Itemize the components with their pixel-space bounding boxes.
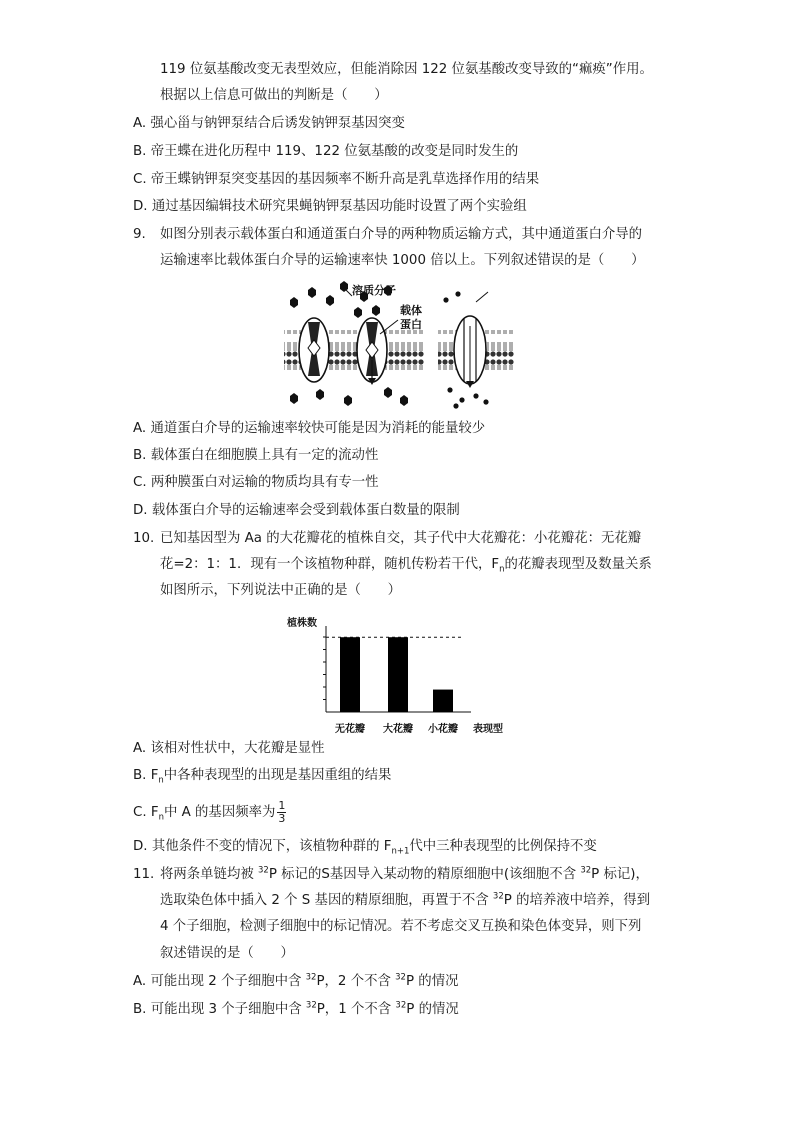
q11-number: 11.	[133, 867, 155, 882]
q11-stem-line-2: 选取染色体中插入 2 个 S 基因的精原细胞，再置于不含 $^{32}$P 的培养液中培养，得到	[160, 891, 650, 908]
membrane-transport-figure	[280, 278, 520, 414]
q9-option-b: B. 载体蛋白在细胞膜上具有一定的流动性	[133, 448, 379, 463]
q8-option-a: A. 强心甾与钠钾泵结合后诱发钠钾泵基因突变	[133, 116, 405, 131]
q11-option-a: A. 可能出现 2 个子细胞中含 $^{32}$P，2 个不含 $^{32}$P 的情况	[133, 972, 459, 989]
carrier-protein-closed-icon	[357, 318, 387, 385]
q10-option-c: C. $F_n$中 A 的基因频率为 $\frac{1}{3}$	[133, 798, 286, 825]
q11-stem-line-1: 将两条单链均被 $^{32}$P 标记的S基因导入某动物的精原细胞中(该细胞不含 $^{32}$P 标记)，	[160, 865, 649, 882]
chart-bar-2	[388, 637, 408, 712]
chart-bar-3	[433, 690, 453, 712]
channel-protein-icon	[454, 316, 486, 388]
q8-option-c: C. 帝王蝶钠钾泵突变基因的基因频率不断升高是乳草选择作用的结果	[133, 172, 540, 187]
q9-stem-line-1: 如图分别表示载体蛋白和通道蛋白介导的两种物质运输方式，其中通道蛋白介导的	[160, 227, 643, 242]
label-carrier-line-2: 蛋白	[400, 318, 422, 331]
q10-stem-line-1: 已知基因型为 Aa 的大花瓣花的植株自交，其子代中大花瓣花：小花瓣花：无花瓣	[160, 531, 642, 546]
q10-stem-line-3: 如图所示，下列说法中正确的是（ ）	[160, 583, 402, 598]
q8-stem-line-1: 119 位氨基酸改变无表型效应，但能消除因 122 位氨基酸改变导致的“痲痪”作用。	[160, 62, 653, 77]
q9-option-d: D. 载体蛋白介导的运输速率会受到载体蛋白数量的限制	[133, 503, 460, 518]
solute-molecules-bottom-icon	[290, 387, 408, 406]
q8-option-d: D. 通过基因编辑技术研究果蝇钠钾泵基因功能时设置了两个实验组	[133, 199, 527, 214]
label-carrier-line-1: 载体	[400, 304, 422, 317]
label-solute-molecule: 溶质分子	[352, 284, 396, 297]
fraction-one-third: $\frac{1}{3}$	[278, 798, 286, 825]
q8-stem-line-2: 根据以上信息可做出的判断是（ ）	[160, 88, 388, 103]
q10-stem-line-2: 花=2：1：1．现有一个该植物种群，随机传粉若干代，$F_n$的花瓣表现型及数量关系	[160, 557, 652, 575]
q11-stem-line-4: 叙述错误的是（ ）	[160, 946, 294, 961]
q9-option-a: A. 通道蛋白介导的运输速率较快可能是因为消耗的能量较少	[133, 421, 486, 436]
chart-bar-1	[340, 637, 360, 712]
chart-category-label: 小花瓣	[428, 724, 458, 735]
q9-number: 9.	[133, 227, 146, 242]
chart-category-label: 无花瓣	[335, 724, 365, 735]
chart-category-label: 大花瓣	[383, 724, 413, 735]
q11-option-b: B. 可能出现 3 个子细胞中含 $^{32}$P，1 个不含 $^{32}$P 的情况	[133, 1000, 459, 1017]
q10-option-a: A. 该相对性状中，大花瓣是显性	[133, 741, 325, 756]
q9-stem-line-2: 运输速率比载体蛋白介导的运输速率快 1000 倍以上。下列叙述错误的是（ ）	[160, 253, 645, 268]
q9-option-c: C. 两种膜蛋白对运输的物质均具有专一性	[133, 475, 379, 490]
chart-x-axis-label: 表现型	[473, 724, 503, 735]
q10-option-b: B. $F_n$中各种表现型的出现是基因重组的结果	[133, 768, 392, 786]
phenotype-bar-chart	[285, 612, 515, 738]
chart-y-axis-label: 植株数	[287, 618, 317, 629]
q10-option-d: D. 其他条件不变的情况下，该植物种群的 $F_{n+1}$代中三种表现型的比例保持不变	[133, 839, 597, 857]
q8-option-b: B. 帝王蝶在进化历程中 119、122 位氨基酸的改变是同时发生的	[133, 144, 519, 159]
q10-number: 10.	[133, 531, 155, 546]
q11-stem-line-3: 4 个子细胞，检测子细胞中的标记情况。若不考虑交叉互换和染色体变异，则下列	[160, 919, 642, 934]
carrier-protein-open-icon	[299, 318, 329, 382]
